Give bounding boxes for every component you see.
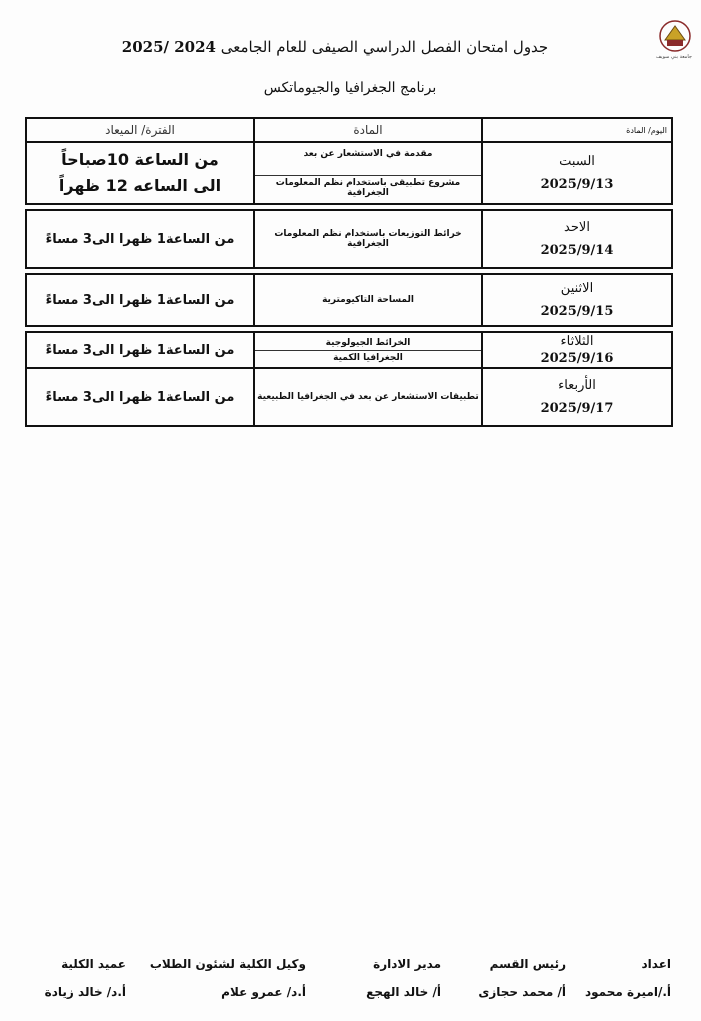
- period-cell: من الساعة1 ظهرا الى3 مساءً: [26, 332, 254, 368]
- table-row: [26, 210, 672, 268]
- day-cell: [482, 332, 672, 368]
- day-name: الاثنين: [560, 281, 594, 296]
- table-row: [26, 332, 672, 368]
- period-cell: من الساعة1 ظهرا الى3 مساءً: [26, 274, 254, 326]
- university-logo-icon: [655, 18, 695, 58]
- day-name: الاحد: [564, 220, 590, 235]
- day-name: الثلاثاء: [560, 334, 594, 349]
- table-row: [26, 142, 672, 204]
- day-cell: [482, 142, 672, 204]
- day-name: السبت: [559, 154, 595, 169]
- program-subtitle: برنامج الجغرافيا والجيوماتكس: [263, 80, 437, 96]
- subject-name: مقدمة في الاستشعار عن بعد: [303, 148, 433, 159]
- signature-name: أ.د/ خالد زيادة: [44, 985, 126, 999]
- signature-role: عميد الكلية: [61, 957, 126, 971]
- subject-name: تطبيقات الاستشعار عن بعد في الجغرافيا الطبيعية: [257, 392, 479, 402]
- exam-date: 2025/9/15: [540, 304, 614, 319]
- subject-cell: [254, 142, 482, 204]
- subject-name: الخرائط الجيولوجية: [325, 337, 411, 348]
- signature-role: مدير الادارة: [373, 957, 441, 971]
- subject-name: الجغرافيا الكمية: [255, 350, 481, 365]
- title-years: 2024 /2025: [121, 38, 216, 56]
- subject-cell: [254, 332, 482, 368]
- signature-name: أ/ خالد الهجع: [366, 985, 441, 999]
- exam-date: 2025/9/14: [540, 243, 614, 258]
- signature-name: أ/ محمد حجازى: [478, 985, 566, 999]
- exam-date: 2025/9/17: [540, 401, 614, 416]
- signature-block: [150, 957, 306, 999]
- period-line: من الساعة 10صباحاً: [61, 150, 219, 169]
- subject-name: المساحة التاكيومترية: [322, 295, 414, 305]
- logo-caption: جامعة بني سويف: [656, 54, 692, 60]
- signature-name: أ./اميرة محمود: [584, 985, 671, 999]
- subject-cell: [254, 210, 482, 268]
- subject-cell: [254, 368, 482, 426]
- page-title: [40, 38, 630, 56]
- period-cell: من الساعة1 ظهرا الى3 مساءً: [26, 210, 254, 268]
- signature-block: [478, 957, 566, 999]
- title-text: جدول امتحان الفصل الدراسي الصيفى للعام الجامعى: [220, 38, 549, 56]
- signature-name: أ.د/ عمرو علام: [221, 985, 306, 999]
- day-cell: [482, 210, 672, 268]
- exam-schedule-table: [25, 117, 673, 427]
- period-line: الى الساعه 12 ظهراً: [58, 176, 222, 195]
- header-subject: المادة: [254, 118, 482, 142]
- signature-role: اعداد: [641, 957, 671, 971]
- table-header-row: [26, 118, 672, 142]
- day-name: الأربعاء: [558, 378, 596, 393]
- day-cell: [482, 274, 672, 326]
- signature-role: وكيل الكلية لشئون الطلاب: [149, 957, 306, 971]
- subject-cell: [254, 274, 482, 326]
- period-cell: [26, 142, 254, 204]
- signature-block: [366, 957, 441, 999]
- signature-block: [585, 957, 671, 999]
- signature-role: رئيس القسم: [489, 957, 566, 971]
- header-period: الفترة/ الميعاد: [26, 118, 254, 142]
- signatures-footer: [0, 957, 701, 1017]
- subject-name: مشروع تطبيقى باستخدام نظم المعلومات الجغرافية: [255, 175, 481, 200]
- exam-date: 2025/9/16: [540, 351, 614, 366]
- subject-name: خرائط التوزيعات باستخدام نظم المعلومات الجغرافية: [274, 229, 462, 249]
- table-row: [26, 368, 672, 426]
- day-cell: [482, 368, 672, 426]
- header-day: اليوم/ المادة: [482, 118, 672, 142]
- signature-block: [45, 957, 126, 999]
- exam-date: 2025/9/13: [540, 177, 614, 192]
- table-row: [26, 274, 672, 326]
- period-cell: من الساعة1 ظهرا الى3 مساءً: [26, 368, 254, 426]
